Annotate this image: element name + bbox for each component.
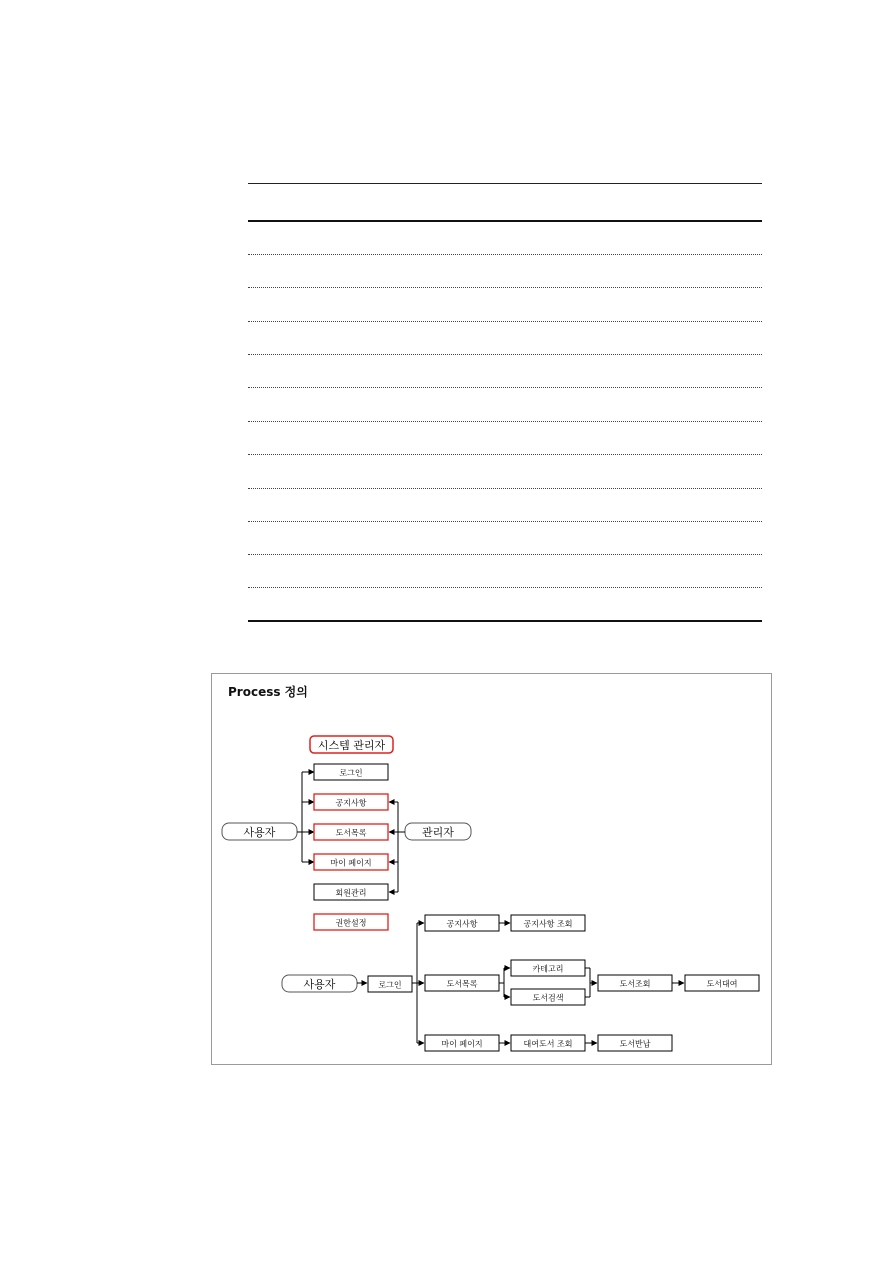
menu-permission-settings bbox=[314, 914, 388, 930]
svg-text:시스템 관리자: 시스템 관리자 bbox=[317, 739, 386, 752]
svg-text:권한설정: 권한설정 bbox=[335, 918, 367, 928]
diagram-title: Process 정의 bbox=[228, 685, 308, 699]
svg-text:카테고리: 카테고리 bbox=[532, 964, 564, 974]
svg-text:공지사항 조회: 공지사항 조회 bbox=[523, 919, 573, 929]
diagram-canvas bbox=[212, 674, 773, 1066]
svg-text:도서검색: 도서검색 bbox=[532, 993, 564, 1003]
svg-text:도서목록: 도서목록 bbox=[446, 979, 478, 989]
flow-book-lookup bbox=[598, 975, 672, 991]
svg-text:공지사항: 공지사항 bbox=[335, 798, 367, 808]
menu-login bbox=[314, 764, 388, 780]
flow-loan-view bbox=[511, 1035, 585, 1051]
flow-book-list bbox=[425, 975, 499, 991]
table-row-rule bbox=[248, 554, 762, 555]
svg-text:회원관리: 회원관리 bbox=[335, 888, 367, 898]
flow-login bbox=[368, 976, 412, 992]
menu-member-management bbox=[314, 884, 388, 900]
user-bracket-line bbox=[297, 772, 302, 862]
user-actor-top bbox=[222, 823, 297, 840]
table-row-rule bbox=[248, 587, 762, 588]
admin-bracket-line bbox=[398, 802, 405, 892]
flow-category bbox=[511, 960, 585, 976]
booklist-branch-line bbox=[499, 968, 504, 997]
menu-book-list bbox=[314, 824, 388, 840]
svg-text:사용자: 사용자 bbox=[243, 826, 276, 839]
table-row-rule bbox=[248, 421, 762, 422]
process-diagram bbox=[211, 673, 772, 1065]
table-row-rule bbox=[248, 488, 762, 489]
flow-notice bbox=[425, 915, 499, 931]
svg-text:마이 페이지: 마이 페이지 bbox=[330, 858, 372, 868]
admin-actor bbox=[405, 823, 471, 840]
table-bottom-rule bbox=[248, 620, 762, 622]
menu-notice bbox=[314, 794, 388, 810]
svg-text:도서조회: 도서조회 bbox=[619, 979, 651, 989]
flow-my-page bbox=[425, 1035, 499, 1051]
svg-text:도서대여: 도서대여 bbox=[706, 979, 738, 989]
table-row-rule bbox=[248, 454, 762, 455]
table-row-rule bbox=[248, 287, 762, 288]
svg-text:도서목록: 도서목록 bbox=[335, 828, 367, 838]
flow-book-loan bbox=[685, 975, 759, 991]
user-actor-flow bbox=[282, 975, 357, 992]
svg-text:도서반납: 도서반납 bbox=[619, 1039, 651, 1049]
table-row-rule bbox=[248, 321, 762, 322]
table-top-rule bbox=[248, 183, 762, 184]
svg-text:마이 페이지: 마이 페이지 bbox=[441, 1039, 483, 1049]
svg-text:공지사항: 공지사항 bbox=[446, 919, 478, 929]
svg-text:로그인: 로그인 bbox=[378, 980, 402, 990]
menu-my-page bbox=[314, 854, 388, 870]
svg-text:로그인: 로그인 bbox=[339, 768, 363, 778]
flow-notice-view bbox=[511, 915, 585, 931]
system-admin-box bbox=[310, 736, 393, 753]
svg-text:대여도서 조회: 대여도서 조회 bbox=[523, 1039, 573, 1049]
svg-text:관리자: 관리자 bbox=[422, 826, 454, 839]
flow-book-search bbox=[511, 989, 585, 1005]
table-row-rule bbox=[248, 254, 762, 255]
table-row-rule bbox=[248, 354, 762, 355]
ruled-table bbox=[248, 183, 762, 621]
flow-book-return bbox=[598, 1035, 672, 1051]
table-row-rule bbox=[248, 387, 762, 388]
table-header-rule bbox=[248, 220, 762, 222]
svg-text:사용자: 사용자 bbox=[303, 978, 336, 991]
login-branch-line bbox=[412, 923, 417, 1043]
table-row-rule bbox=[248, 521, 762, 522]
